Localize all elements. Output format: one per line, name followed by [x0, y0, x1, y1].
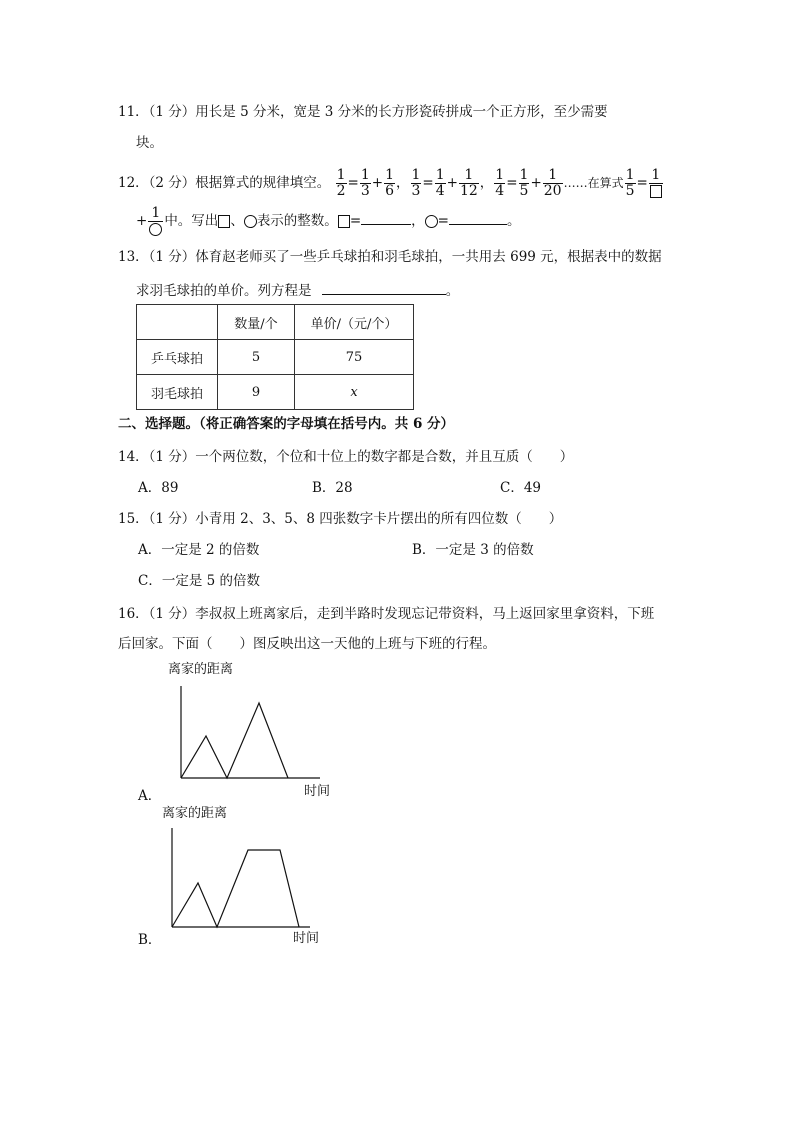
- option-a[interactable]: A．: [138, 788, 162, 804]
- q13-line1: 13．（1 分）体育赵老师买了一些乒乓球拍和羽毛球拍，一共用去 699 元，根据表中的数据: [118, 249, 662, 265]
- option-c[interactable]: C．49: [500, 480, 542, 496]
- equals-sign: =: [506, 175, 518, 191]
- q12-frac-1-6: $\frac{1}{6}$: [385, 167, 394, 199]
- q12-frac-1-3: $\frac{1}{3}$: [360, 167, 370, 199]
- q12-frac-1-5: $\frac{1}{5}$: [519, 167, 529, 199]
- table-cell: 乒乓球拍: [137, 340, 218, 375]
- price-table: [136, 304, 414, 410]
- q12-text: 中。写出: [164, 213, 219, 229]
- q16-line2: 后回家。下面（ ）图反映出这一天他的上班与下班的行程。: [118, 636, 496, 652]
- table-header-cell: 数量/个: [218, 305, 295, 340]
- graph-b-ylabel: 离家的距离: [162, 806, 228, 821]
- q12-line1: [118, 168, 664, 199]
- q12-frac-1-3b: $\frac{1}{3}$: [411, 167, 421, 199]
- option-b[interactable]: B．28: [312, 480, 353, 496]
- equals-sign: =: [347, 175, 359, 191]
- option-b[interactable]: B．: [138, 932, 162, 948]
- period: 。: [506, 213, 521, 229]
- answer-blank-equation[interactable]: [322, 280, 446, 295]
- table-cell: 5: [218, 340, 295, 375]
- equals-sign: =: [422, 175, 434, 191]
- option-c[interactable]: C．一定是 5 的倍数: [138, 573, 261, 589]
- table-cell: 9: [218, 375, 295, 410]
- section-heading: 二、选择题。（将正确答案的字母填在括号内。共 6 分）: [118, 416, 455, 432]
- plus-sign: +: [371, 175, 384, 191]
- q12-frac-1-4: $\frac{1}{4}$: [435, 167, 445, 199]
- table-cell: 75: [295, 340, 414, 375]
- circle-icon: [425, 215, 438, 228]
- equals-sign: =: [636, 175, 648, 191]
- graph-a[interactable]: [140, 676, 370, 806]
- q12-line2: [136, 206, 520, 237]
- square-box-icon: [218, 215, 230, 228]
- comma: ，: [396, 175, 410, 191]
- q13-text: 求羽毛球拍的单价。列方程是: [136, 283, 312, 299]
- q14-text: 14．（1 分）一个两位数，个位和十位上的数字都是合数，并且互质（ ）: [118, 449, 574, 465]
- graph-a-xlabel: 时间: [304, 784, 331, 799]
- q11-line2: 块。: [136, 135, 163, 151]
- option-b[interactable]: B．一定是 3 的倍数: [412, 542, 534, 558]
- period: 。: [445, 283, 460, 299]
- table-header-cell: 单价/（元/个）: [295, 305, 414, 340]
- comma: ，: [479, 175, 494, 191]
- table-cell: x: [295, 375, 414, 410]
- table-header-row: [137, 305, 414, 340]
- plus-sign: +: [530, 175, 542, 191]
- circle-icon: [244, 215, 257, 228]
- q12-text: 、: [230, 213, 244, 229]
- distance-path: [181, 703, 288, 778]
- plus-sign: +: [136, 213, 148, 229]
- q12-frac-1-2: $\frac{1}{2}$: [336, 167, 346, 199]
- distance-path: [172, 850, 299, 927]
- q12-frac-1-circle: 1: [148, 206, 163, 237]
- square-box-icon: [650, 185, 662, 198]
- table-cell: 羽毛球拍: [137, 375, 218, 410]
- equals-sign: =: [437, 213, 449, 229]
- equals-sign: =: [349, 213, 362, 229]
- q12-frac-1-4b: $\frac{1}{4}$: [495, 167, 505, 199]
- q12-ellipsis: ……在算式: [563, 176, 624, 190]
- option-a[interactable]: A．89: [138, 480, 179, 496]
- table-header-cell: [137, 305, 218, 340]
- plus-sign: +: [446, 175, 458, 191]
- q12-frac-1-12: $\frac{1}{12}$: [459, 167, 478, 199]
- q12-frac-1-5b: $\frac{1}{5}$: [625, 167, 635, 199]
- q12-frac-1-box: 1: [649, 168, 663, 199]
- q15-text: 15．（1 分）小青用 2、3、5、8 四张数字卡片摆出的所有四位数（ ）: [118, 511, 563, 527]
- table-row: [137, 340, 414, 375]
- answer-blank-box[interactable]: [361, 210, 411, 225]
- q13-line2: [136, 280, 459, 301]
- q12-lead: 12．（2 分）根据算式的规律填空。: [118, 175, 331, 191]
- comma: ，: [411, 213, 425, 229]
- q11-line1: 11．（1 分）用长是 5 分米，宽是 3 分米的长方形瓷砖拼成一个正方形，至少需要: [118, 104, 608, 120]
- q16-line1: 16．（1 分）李叔叔上班离家后，走到半路时发现忘记带资料，马上返回家里拿资料，下班: [118, 606, 655, 622]
- graph-b[interactable]: [140, 820, 370, 940]
- q12-frac-1-20: $\frac{1}{20}$: [543, 167, 562, 199]
- circle-icon: [149, 223, 162, 236]
- table-row: [137, 375, 414, 410]
- answer-blank-circle[interactable]: [449, 210, 507, 225]
- graph-a-ylabel: 离家的距离: [168, 662, 234, 677]
- square-box-icon: [338, 215, 350, 228]
- q12-text: 表示的整数。: [256, 213, 338, 229]
- option-a[interactable]: A．一定是 2 的倍数: [138, 542, 260, 558]
- graph-b-xlabel: 时间: [293, 931, 320, 946]
